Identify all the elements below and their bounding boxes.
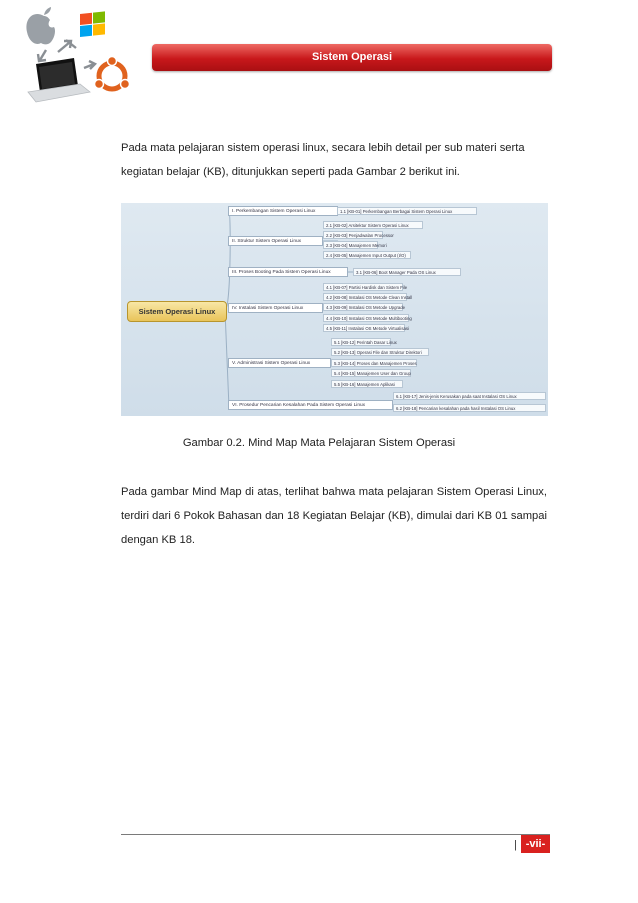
mind-map-leaf: 5.2 [KB-13] Operasi File dan Struktur Direktori bbox=[331, 348, 429, 356]
summary-paragraph: Pada gambar Mind Map di atas, terlihat bahwa mata pelajaran Sistem Operasi Linux, terdiri dari 6 Pokok Bahasan dan 18 Kegiatan Belajar (KB), dimulai dari KB 01 sampai dengan KB 18. bbox=[121, 486, 547, 546]
mind-map-leaf: 6.1 [KB-17] Jenis-jenis Kerusakan pada saat Instalasi OS Linux bbox=[393, 392, 546, 400]
mind-map-leaf: 5.4 [KB-15] Manajemen User dan Group bbox=[331, 369, 411, 377]
footer-separator: | bbox=[514, 839, 517, 851]
mind-map-branch-2: II. Struktur Sistem Operasi Linux bbox=[228, 236, 323, 246]
laptop-icon bbox=[28, 58, 90, 102]
os-logos bbox=[0, 0, 160, 112]
page-number-badge: -vii- bbox=[521, 835, 550, 853]
ubuntu-logo-icon bbox=[95, 57, 130, 90]
mind-map-leaf: 2.3 [KB-04] Manajemen Memori bbox=[323, 241, 378, 249]
footer-divider bbox=[121, 834, 550, 835]
windows-logo-icon bbox=[80, 11, 105, 37]
mind-map-leaf: 2.1 [KB-02] Arsitektur Sistem Operasi Linux bbox=[323, 221, 423, 229]
mind-map-leaf: 5.3 [KB-14] Proses dan Manajemen Proses bbox=[331, 359, 417, 367]
intro-paragraph: Pada mata pelajaran sistem operasi linux, secara lebih detail per sub materi serta kegiatan belajar (KB), ditunjukkan seperti pada Gambar 2 berikut ini. bbox=[121, 142, 525, 178]
mind-map-leaf: 4.4 [KB-10] Instalasi OS Metode Multibooting bbox=[323, 314, 409, 322]
mind-map-figure bbox=[121, 203, 548, 416]
mind-map-branch-1: I. Perkembangan Sistem Operasi Linux bbox=[228, 206, 338, 216]
mind-map-branch-4: IV. Instalasi Sistem Operasi Linux bbox=[228, 303, 323, 313]
mind-map-leaf: 6.2 [KB-18] Pencarian kesalahan pada hasil Instalasi OS Linux bbox=[393, 404, 546, 412]
mind-map-root: Sistem Operasi Linux bbox=[127, 301, 227, 322]
mind-map-leaf: 1.1 [KB-01] Perkembangan Berbagai Sistem Operasi Linux bbox=[337, 207, 477, 215]
mind-map-leaf: 4.1 [KB-07] Partisi Hardisk dan Sistem File bbox=[323, 283, 403, 291]
mind-map-leaf: 2.2 [KB-03] Penjadwalan Processor bbox=[323, 231, 383, 239]
header-title-bar: Sistem Operasi bbox=[152, 44, 552, 71]
mind-map-leaf: 3.1 [KB-06] Boot Manager Pada OS Linux bbox=[353, 268, 461, 276]
mind-map-leaf: 2.4 [KB-05] Manajemen Input Output (I/O) bbox=[323, 251, 411, 259]
mind-map-leaf: 4.2 [KB-08] Instalasi OS Metode Clean Install bbox=[323, 293, 407, 301]
mind-map-leaf: 4.5 [KB-11] Instalasi OS Metode Virtualisasi bbox=[323, 324, 405, 332]
mind-map-branch-6: VI. Prosedur Pencarian Kesalahan Pada Sistem Operasi Linux bbox=[228, 400, 393, 410]
mind-map-leaf: 5.1 [KB-12] Perintah Dasar Linux bbox=[331, 338, 391, 346]
mind-map-branch-3: III. Proses Booting Pada Sistem Operasi Linux bbox=[228, 267, 348, 277]
mind-map-branch-5: V. Administrasi Sistem Operasi Linux bbox=[228, 358, 331, 368]
figure-caption: Gambar 0.2. Mind Map Mata Pelajaran Sistem Operasi bbox=[182, 437, 456, 449]
mind-map-leaf: 4.3 [KB-09] Instalasi OS Metode Upgrade bbox=[323, 303, 403, 311]
mind-map-leaf: 5.5 [KB-16] Manajemen Aplikasi bbox=[331, 380, 403, 388]
apple-logo-icon bbox=[26, 7, 55, 44]
